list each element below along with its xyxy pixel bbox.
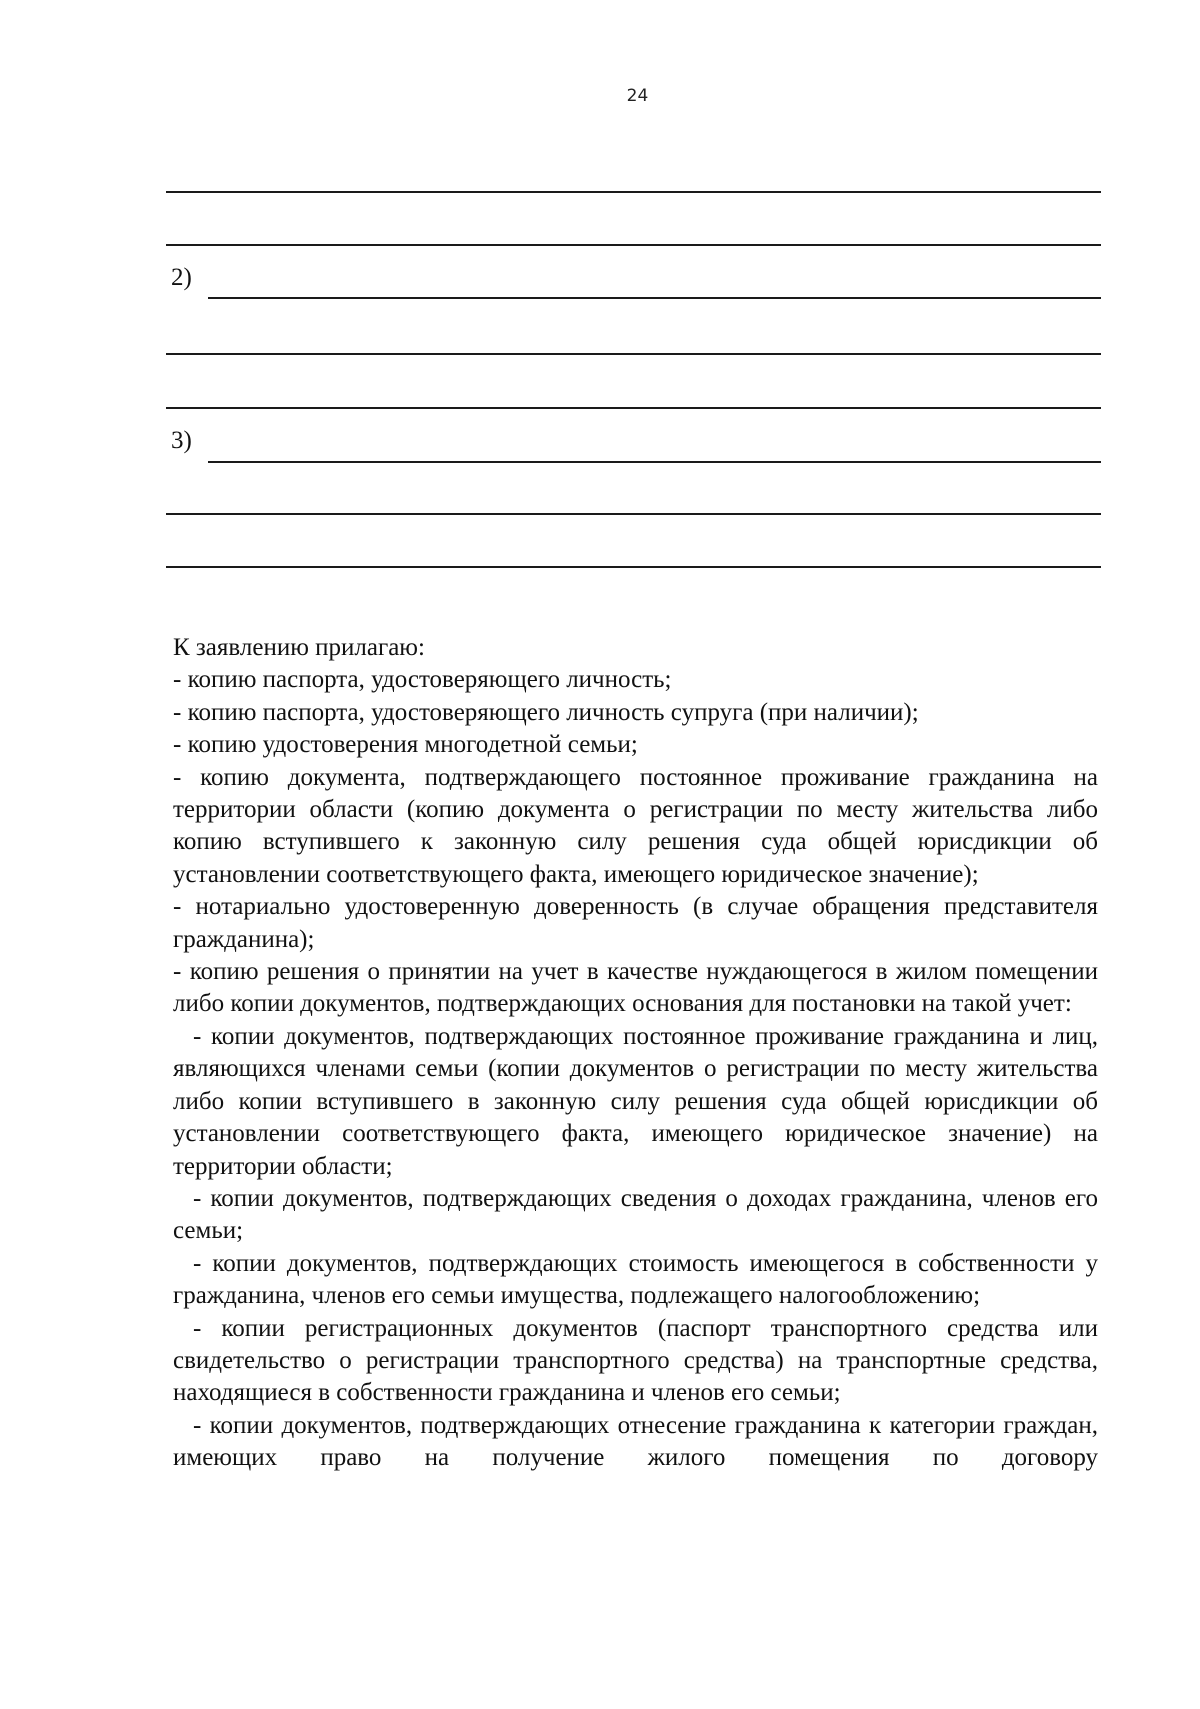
item-3-line[interactable] — [208, 461, 1101, 463]
attachment-item: - нотариально удостоверенную доверенность (в случае обращения представителя гражданина); — [173, 893, 1098, 953]
attachment-item: - копию документа, подтверждающего постоянное проживание гражданина на территории области (копию документа о регистрации по месту жительства либо копию вступившего к законную силу решения суда общей юрисдикции об установлении соответствующего факта, имеющего юридическое значение); — [173, 763, 1098, 888]
item-2-label: 2) — [171, 264, 192, 291]
blank-line[interactable] — [166, 566, 1101, 568]
attachment-item: - копию паспорта, удостоверяющего личность; — [173, 666, 672, 694]
item-2-line[interactable] — [208, 297, 1101, 299]
blank-line[interactable] — [166, 407, 1101, 409]
blank-line[interactable] — [166, 244, 1101, 246]
blank-line[interactable] — [166, 353, 1101, 355]
attachments-intro: К заявлению прилагаю: — [173, 634, 425, 661]
blank-line[interactable] — [166, 191, 1101, 193]
blank-line[interactable] — [166, 513, 1101, 515]
attachment-item: - копию удостоверения многодетной семьи; — [173, 731, 638, 759]
page-number: 24 — [626, 86, 649, 106]
attachment-subitem: - копии документов, подтверждающих отнесение гражданина к категории граждан, имеющих право на получение жилого помещения по договору — [173, 1411, 1098, 1472]
attachment-subitem: - копии регистрационных документов (паспорт транспортного средства или свидетельство о регистрации транспортного средства) на транспортные средства, находящиеся в собственности гражданина и членов его семьи; — [173, 1314, 1098, 1407]
attachment-item: - копию решения о принятии на учет в качестве нуждающегося в жилом помещении либо копии документов, подтверждающих основания для постановки на такой учет: — [173, 958, 1098, 1018]
attachments-section — [173, 632, 1098, 1475]
item-3-label: 3) — [171, 427, 192, 454]
attachment-item: - копию паспорта, удостоверяющего личность супруга (при наличии); — [173, 698, 919, 726]
attachment-subitem: - копии документов, подтверждающих стоимость имеющегося в собственности у гражданина, членов его семьи имущества, подлежащего налогообложению; — [173, 1249, 1098, 1310]
attachment-subitem: - копии документов, подтверждающих постоянное проживание гражданина и лиц, являющихся членами семьи (копии документов о регистрации по месту жительства либо копии вступившего в законную силу решения суда общей юрисдикции об установлении соответствующего факта, имеющего юридическое значение) на территории области; — [173, 1022, 1098, 1180]
attachment-subitem: - копии документов, подтверждающих сведения о доходах гражданина, членов его семьи; — [173, 1184, 1098, 1245]
